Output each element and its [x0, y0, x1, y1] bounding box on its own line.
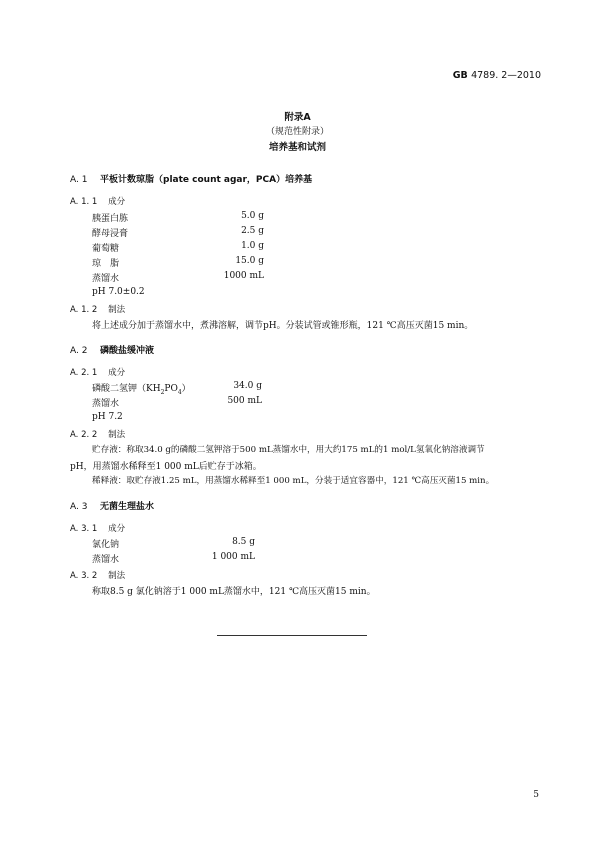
ingredient-value: 15.0 g [235, 256, 264, 266]
section-title: 成分 [108, 524, 126, 534]
page-number: 5 [533, 790, 539, 800]
section-number: A. 1. 1 [70, 197, 98, 207]
ph-value: pH 7.0±0.2 [92, 287, 145, 297]
method-text: 称取8.5 g 氯化钠溶于1 000 mL蒸馏水中，121 ℃高压灭菌15 min。 [92, 587, 376, 597]
ingredient-name: 酵母浸膏 [92, 229, 129, 239]
section-number: A. 3 [70, 502, 88, 512]
section-a3-heading [70, 499, 154, 512]
method-text: pH，用蒸馏水稀释至1 000 mL后贮存于冰箱。 [70, 462, 262, 472]
section-number: A. 3. 1 [70, 524, 98, 534]
ingredient-name: 蒸馏水 [92, 399, 120, 409]
section-title: 制法 [108, 571, 126, 581]
section-title: 成分 [108, 197, 126, 207]
section-number: A. 1. 2 [70, 305, 98, 315]
section-number: A. 1 [70, 175, 88, 185]
section-a22-heading [70, 428, 125, 440]
section-a12-heading [70, 303, 125, 315]
ingredient-name: 蒸馏水 [92, 555, 120, 565]
ingredient-name: 琼 脂 [92, 259, 120, 269]
method-text: 将上述成分加于蒸馏水中，煮沸溶解，调节pH。分装试管或锥形瓶，121 ℃高压灭菌15 min。 [92, 321, 474, 331]
ingredient-name: 胰蛋白胨 [92, 214, 129, 224]
ingredient-value: 34.0 g [233, 381, 262, 391]
ingredient-value: 2.5 g [241, 226, 264, 236]
section-a1-heading [70, 172, 312, 185]
appendix-name: 培养基和试剂 [268, 142, 326, 153]
ingredient-name: 蒸馏水 [92, 274, 120, 284]
standard-number [453, 70, 541, 81]
section-a31-heading [70, 522, 125, 534]
section-number: A. 3. 2 [70, 571, 98, 581]
section-title: 制法 [108, 305, 126, 315]
section-title: 成分 [108, 368, 126, 378]
ingredient-value: 1000 mL [223, 271, 264, 281]
ingredient-name: 磷酸二氢钾$(KH_2PO_4)$ [92, 384, 191, 396]
section-a32-heading [70, 569, 125, 581]
method-text: 贮存液：称取34.0 g的磷酸二氢钾溶于500 mL蒸馏水中，用大约175 mL的1 mol/L氢氧化钠溶液调节 [92, 445, 485, 455]
section-number: A. 2 [70, 346, 88, 356]
appendix-subtitle: （规范性附录） [265, 127, 329, 137]
section-a11-heading [70, 195, 125, 207]
ingredient-value: 5.0 g [241, 211, 264, 221]
standard-code: GB [452, 70, 468, 81]
section-title: 制法 [108, 430, 126, 440]
section-title: 平板计数琼脂（plate count agar，PCA）培养基 [100, 175, 313, 185]
ph-value: pH 7.2 [92, 412, 123, 422]
section-title: 磷酸盐缓冲液 [100, 346, 155, 356]
section-a21-heading [70, 366, 125, 378]
method-text: 稀释液：取贮存液1.25 mL，用蒸馏水稀释至1 000 mL，分装于适宜容器中，121 ℃高压灭菌15 min。 [92, 476, 495, 486]
ingredient-value: 1 000 mL [211, 552, 255, 562]
appendix-title: 附录A [284, 112, 311, 123]
ingredient-name: 葡萄糖 [92, 244, 120, 254]
section-number: A. 2. 2 [70, 430, 98, 440]
section-number: A. 2. 1 [70, 368, 98, 378]
ingredient-value: 8.5 g [232, 537, 255, 547]
end-rule [217, 635, 367, 636]
ingredient-name: 氯化钠 [92, 540, 120, 550]
ingredient-value: 500 mL [227, 396, 262, 406]
section-a2-heading [70, 343, 154, 356]
section-title: 无菌生理盐水 [100, 502, 155, 512]
ingredient-value: 1.0 g [241, 241, 264, 251]
standard-code-number: 4789. 2—2010 [471, 70, 541, 81]
